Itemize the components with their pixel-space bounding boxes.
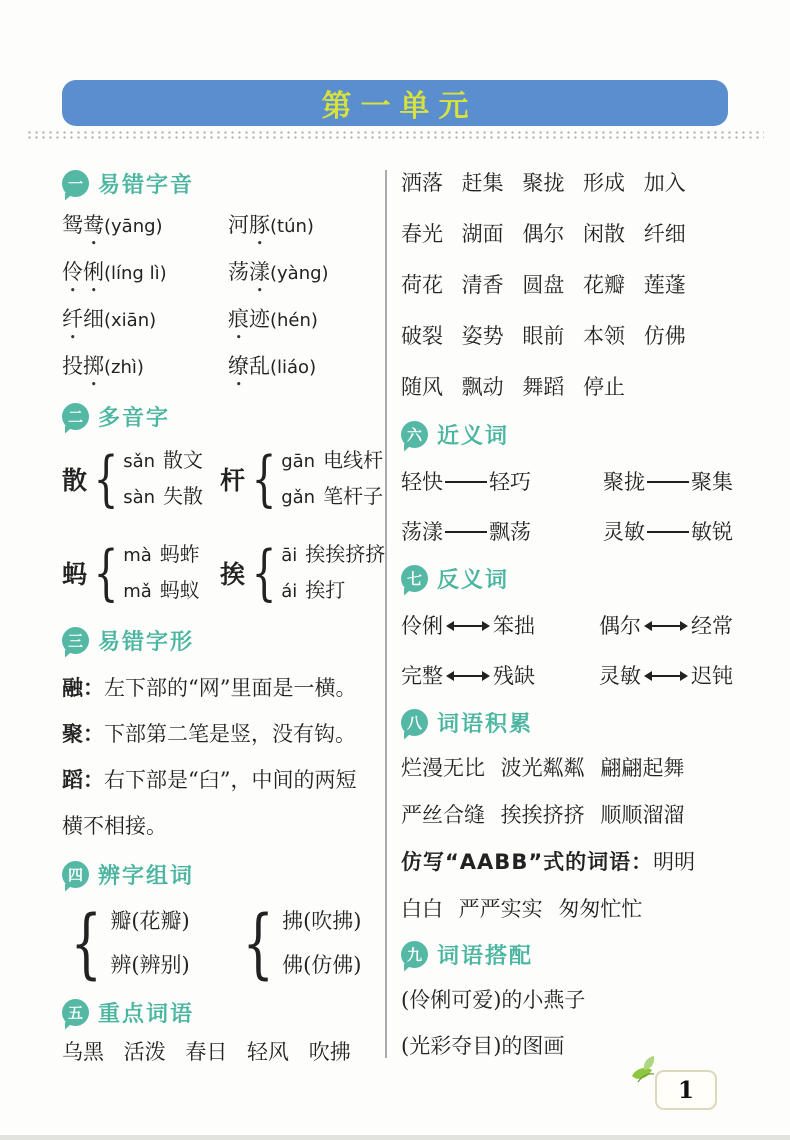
right-column <box>401 158 733 1069</box>
antonym-pair: 偶尔 经常 <box>599 614 733 638</box>
polyphone-character: 杆 <box>220 466 246 495</box>
section-number: 九 <box>406 945 422 964</box>
collocation-line: (伶俐可爱)的小燕子 <box>401 988 586 1012</box>
example-word: 蚂蚁 <box>159 578 200 602</box>
polyphone-character: 蚂 <box>62 560 88 589</box>
collocation-line: (光彩夺目)的图画 <box>401 1034 565 1058</box>
dash-line-icon <box>647 531 689 533</box>
pinyin: gǎn <box>281 487 316 508</box>
section-dapei-header <box>401 939 733 969</box>
distinguish-groups <box>62 899 376 987</box>
dash-line-icon <box>445 531 487 533</box>
left-column <box>62 168 386 1069</box>
pinyin: (tún) <box>270 216 314 237</box>
section-number: 五 <box>67 1003 83 1022</box>
word-part: 投 <box>62 354 83 378</box>
word-part-dotted: 纤 <box>62 307 83 331</box>
pronunciation-item <box>228 210 376 246</box>
polyphone-group <box>62 537 220 609</box>
section-title: 词语积累 <box>437 711 534 737</box>
word-part: 荡 <box>228 260 249 284</box>
unit-title-banner <box>62 80 728 126</box>
brace-icon <box>234 905 282 981</box>
pinyin: sǎn <box>123 451 156 472</box>
section-bianzi-header <box>62 859 376 889</box>
note-character: 蹈 <box>62 768 83 792</box>
section-yin-header <box>62 168 376 198</box>
note-text: 下部第二笔是竖，没有钩。 <box>104 722 356 746</box>
section-title: 重点词语 <box>98 1001 195 1027</box>
pinyin: (liáo) <box>270 357 317 378</box>
accumulation-line: 烂漫无比 波光粼粼 翩翩起舞 <box>401 756 685 780</box>
dotted-divider <box>26 130 764 141</box>
brace-icon <box>87 543 125 603</box>
polyphone-reading <box>123 573 200 609</box>
word-part: 乱 <box>249 354 270 378</box>
distinguish-item: 瓣(花瓣) <box>110 909 190 933</box>
polyphone-reading <box>281 479 383 515</box>
word-part: 河 <box>228 213 249 237</box>
synonym-pair: 荡漾 飘荡 <box>401 520 531 544</box>
example-word: 电线杆 <box>323 448 384 472</box>
key-words-line: 洒落 赶集 聚拢 形成 加入 <box>401 171 686 195</box>
section-number: 三 <box>67 631 83 650</box>
polyphone-reading <box>281 443 383 479</box>
section-zixing-header <box>62 625 376 655</box>
key-words-line: 荷花 清香 圆盘 花瓣 莲蓬 <box>401 273 686 297</box>
pronunciation-item <box>228 257 376 293</box>
double-arrow-icon <box>448 625 488 627</box>
synonym-pair: 聚拢 聚集 <box>603 470 733 494</box>
distinguish-item: 佛(仿佛) <box>282 953 362 977</box>
section-title: 易错字音 <box>98 172 195 198</box>
section-number-badge-icon <box>401 565 428 592</box>
word-part: 迹 <box>249 307 270 331</box>
section-zhongdian-header <box>62 997 376 1027</box>
pinyin: (hén) <box>270 310 318 331</box>
section-fanyi-header <box>401 563 733 593</box>
section-number: 二 <box>67 407 83 426</box>
synonym-pair: 轻快 轻巧 <box>401 470 531 494</box>
section-number-badge-icon <box>401 941 428 968</box>
section-title: 多音字 <box>98 405 171 431</box>
brace-icon <box>245 449 283 509</box>
synonym-row <box>401 457 733 507</box>
section-number: 四 <box>67 865 83 884</box>
example-word: 笔杆子 <box>323 484 384 508</box>
polyphone-reading <box>123 537 200 573</box>
pinyin: (líng lì) <box>104 263 167 284</box>
example-word: 失散 <box>163 484 204 508</box>
column-divider-line <box>385 170 387 1058</box>
pinyin: mà <box>123 545 152 566</box>
section-title: 辨字组词 <box>98 863 195 889</box>
section-number: 七 <box>406 569 422 588</box>
pinyin: sàn <box>123 487 156 508</box>
word-part-dotted: 掷 <box>83 354 104 378</box>
antonym-row <box>401 651 733 701</box>
example-word: 挨挨挤挤 <box>305 542 386 566</box>
word-part-dotted: 豚 <box>249 213 270 237</box>
word-part-dotted: 鸯 <box>83 213 104 237</box>
aabb-line <box>401 839 733 886</box>
pinyin: (zhì) <box>104 357 144 378</box>
key-words-line: 随风 飘动 舞蹈 停止 <box>401 375 626 399</box>
pinyin: āi <box>281 545 298 566</box>
distinguish-group <box>234 899 362 987</box>
pronunciation-item <box>62 304 228 340</box>
section-title: 反义词 <box>437 567 510 593</box>
antonym-pair: 灵敏 迟钝 <box>599 664 733 688</box>
form-note <box>62 757 376 849</box>
aabb-word: 明明 <box>653 850 696 874</box>
word-part: 细 <box>83 307 104 331</box>
polyphone-group <box>220 537 385 609</box>
double-arrow-icon <box>646 675 686 677</box>
section-number-badge-icon <box>62 861 89 888</box>
synonym-pair: 灵敏 敏锐 <box>603 520 733 544</box>
brace-icon <box>245 543 283 603</box>
key-words-line: 乌黑 活泼 春日 轻风 吹拂 <box>62 1040 351 1064</box>
double-arrow-icon <box>646 625 686 627</box>
distinguish-item: 辨(辨别) <box>110 953 190 977</box>
pronunciation-item <box>62 257 228 293</box>
section-number-badge-icon <box>62 999 89 1026</box>
scan-bottom-edge <box>0 1135 790 1140</box>
dash-line-icon <box>647 481 689 483</box>
antonym-pair: 完整 残缺 <box>401 664 535 688</box>
pinyin: ái <box>281 581 298 602</box>
word-part-dotted: 漾 <box>249 260 270 284</box>
section-number-badge-icon <box>62 403 89 430</box>
page-number-box <box>655 1070 717 1110</box>
pinyin: (yāng) <box>104 216 163 237</box>
double-arrow-icon <box>448 675 488 677</box>
antonym-row <box>401 601 733 651</box>
accumulation-line: 严丝合缝 挨挨挤挤 顺顺溜溜 <box>401 803 685 827</box>
pronunciation-item <box>62 351 228 387</box>
word-part-dotted: 缭 <box>228 354 249 378</box>
polyphone-reading <box>123 479 203 515</box>
pronunciation-item <box>62 210 228 246</box>
polyphone-reading <box>281 573 385 609</box>
section-title: 易错字形 <box>98 629 195 655</box>
synonym-row <box>401 507 733 557</box>
section-number-badge-icon <box>62 627 89 654</box>
pinyin: (xiān) <box>104 310 157 331</box>
section-duoyin-header <box>62 401 376 431</box>
brace-icon <box>87 449 125 509</box>
colon: ： <box>83 768 104 792</box>
note-text: 右下部是“臼”，中间的两短横不相接。 <box>62 768 357 838</box>
word-part-dotted: 痕 <box>228 307 249 331</box>
distinguish-item: 拂(吹拂) <box>282 909 362 933</box>
section-number: 八 <box>406 713 422 732</box>
section-title: 近义词 <box>437 423 510 449</box>
section-number: 一 <box>67 174 83 193</box>
section-number: 六 <box>406 425 422 444</box>
polyphone-group <box>62 443 220 515</box>
key-words-line: 春光 湖面 偶尔 闲散 纤细 <box>401 222 686 246</box>
polyphone-character: 散 <box>62 466 88 495</box>
polyphone-group <box>220 443 385 515</box>
dash-line-icon <box>445 481 487 483</box>
polyphone-reading <box>281 537 385 573</box>
example-word: 散文 <box>163 448 204 472</box>
pronunciation-list <box>62 210 376 387</box>
colon: ： <box>83 676 104 700</box>
form-note <box>62 665 376 711</box>
character-form-notes <box>62 665 376 849</box>
polyphone-groups <box>62 443 386 609</box>
distinguish-group <box>62 899 190 987</box>
page-number: 1 <box>677 1076 694 1104</box>
note-text: 左下部的“网”里面是一横。 <box>104 676 357 700</box>
pinyin: mǎ <box>123 581 152 602</box>
pinyin: gān <box>281 451 316 472</box>
colon: ： <box>83 722 104 746</box>
section-number-badge-icon <box>401 421 428 448</box>
example-word: 蚂蚱 <box>159 542 200 566</box>
section-number-badge-icon <box>62 170 89 197</box>
note-character: 融 <box>62 676 83 700</box>
section-number-badge-icon <box>401 709 428 736</box>
antonym-pair: 伶俐 笨拙 <box>401 614 535 638</box>
word-part-dotted: 伶俐 <box>62 260 104 284</box>
polyphone-reading <box>123 443 203 479</box>
aabb-continuation: 白白 严严实实 匆匆忙忙 <box>401 897 643 921</box>
pronunciation-item <box>228 351 376 387</box>
polyphone-character: 挨 <box>220 560 246 589</box>
brace-icon <box>62 905 110 981</box>
section-jinyi-header <box>401 419 733 449</box>
section-jilei-header <box>401 707 733 737</box>
example-word: 挨打 <box>305 578 346 602</box>
word-part: 鸳 <box>62 213 83 237</box>
key-words-line: 破裂 姿势 眼前 本领 仿佛 <box>401 324 686 348</box>
pinyin: (yàng) <box>270 263 329 284</box>
pronunciation-item <box>228 304 376 340</box>
unit-title: 第一单元 <box>321 89 478 124</box>
note-character: 聚 <box>62 722 83 746</box>
aabb-label: 仿写“AABB”式的词语： <box>401 850 654 874</box>
form-note <box>62 711 376 757</box>
section-title: 词语搭配 <box>437 943 534 969</box>
